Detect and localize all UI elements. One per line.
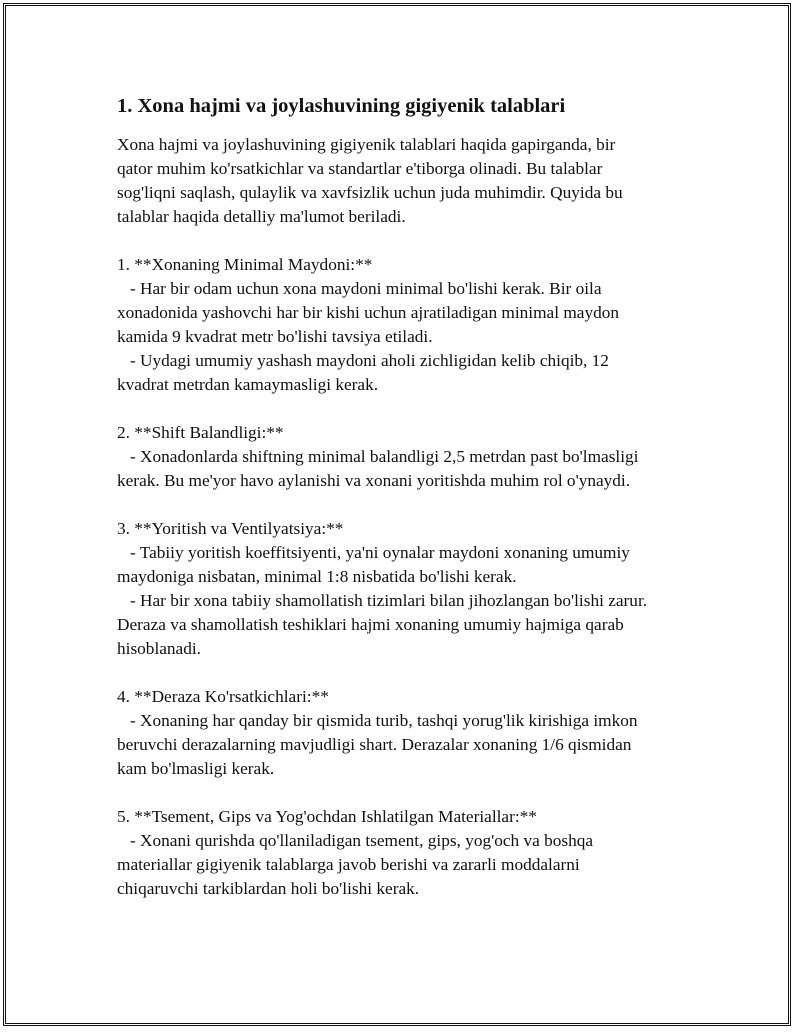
section-line: materiallar gigiyenik talablarga javob berishi va zararli moddalarni bbox=[117, 855, 580, 874]
section-line: - Har bir xona tabiiy shamollatish tizimlari bilan jihozlangan bo'lishi zarur. bbox=[117, 591, 648, 610]
section-line: hisoblanadi. bbox=[117, 639, 201, 658]
section-materials bbox=[117, 805, 697, 901]
section-heading: 2. **Shift Balandligi:** bbox=[117, 423, 284, 442]
section-minimal-area bbox=[117, 253, 697, 397]
section-line: beruvchi derazalarning mavjudligi shart. Derazalar xonaning 1/6 qismidan bbox=[117, 735, 632, 754]
section-line: xonadonida yashovchi har bir kishi uchun ajratiladigan minimal maydon bbox=[117, 303, 620, 322]
section-line: - Har bir odam uchun xona maydoni minimal bo'lishi kerak. Bir oila bbox=[117, 279, 602, 298]
document-title: 1. Xona hajmi va joylashuvining gigiyenik talablari bbox=[117, 95, 566, 117]
intro-line: sog'liqni saqlash, qulaylik va xavfsizlik uchun juda muhimdir. Quyida bu bbox=[117, 183, 623, 202]
section-line: chiqaruvchi tarkiblardan holi bo'lishi kerak. bbox=[117, 879, 420, 898]
section-heading: 3. **Yoritish va Ventilyatsiya:** bbox=[117, 519, 344, 538]
section-heading: 1. **Xonaning Minimal Maydoni:** bbox=[117, 255, 373, 274]
section-heading: 4. **Deraza Ko'rsatkichlari:** bbox=[117, 687, 329, 706]
intro-line: Xona hajmi va joylashuvining gigiyenik talablari haqida gapirganda, bir bbox=[117, 135, 616, 154]
section-line: kerak. Bu me'yor havo aylanishi va xonani yoritishda muhim rol o'ynaydi. bbox=[117, 471, 631, 490]
section-line: - Uydagi umumiy yashash maydoni aholi zichligidan kelib chiqib, 12 bbox=[117, 351, 609, 370]
section-line: kam bo'lmasligi kerak. bbox=[117, 759, 275, 778]
document-body bbox=[117, 93, 697, 901]
section-line: Deraza va shamollatish teshiklari hajmi xonaning umumiy hajmiga qarab bbox=[117, 615, 624, 634]
section-line: - Xonadonlarda shiftning minimal balandligi 2,5 metrdan past bo'lmasligi bbox=[117, 447, 639, 466]
section-line: kvadrat metrdan kamaymasligi kerak. bbox=[117, 375, 379, 394]
section-ceiling-height bbox=[117, 421, 697, 493]
section-heading: 5. **Tsement, Gips va Yog'ochdan Ishlatilgan Materiallar:** bbox=[117, 807, 537, 826]
section-line: - Xonaning har qanday bir qismida turib, tashqi yorug'lik kirishiga imkon bbox=[117, 711, 638, 730]
intro-line: talablar haqida detalliy ma'lumot beriladi. bbox=[117, 207, 406, 226]
intro-paragraph bbox=[117, 133, 697, 229]
section-line: - Tabiiy yoritish koeffitsiyenti, ya'ni oynalar maydoni xonaning umumiy bbox=[117, 543, 630, 562]
intro-line: qator muhim ko'rsatkichlar va standartlar e'tiborga olinadi. Bu talablar bbox=[117, 159, 603, 178]
section-line: - Xonani qurishda qo'llaniladigan tsement, gips, yog'och va boshqa bbox=[117, 831, 594, 850]
section-line: maydoniga nisbatan, minimal 1:8 nisbatida bo'lishi kerak. bbox=[117, 567, 517, 586]
section-window-indicators bbox=[117, 685, 697, 781]
section-line: kamida 9 kvadrat metr bo'lishi tavsiya etiladi. bbox=[117, 327, 433, 346]
section-lighting-ventilation bbox=[117, 517, 697, 661]
